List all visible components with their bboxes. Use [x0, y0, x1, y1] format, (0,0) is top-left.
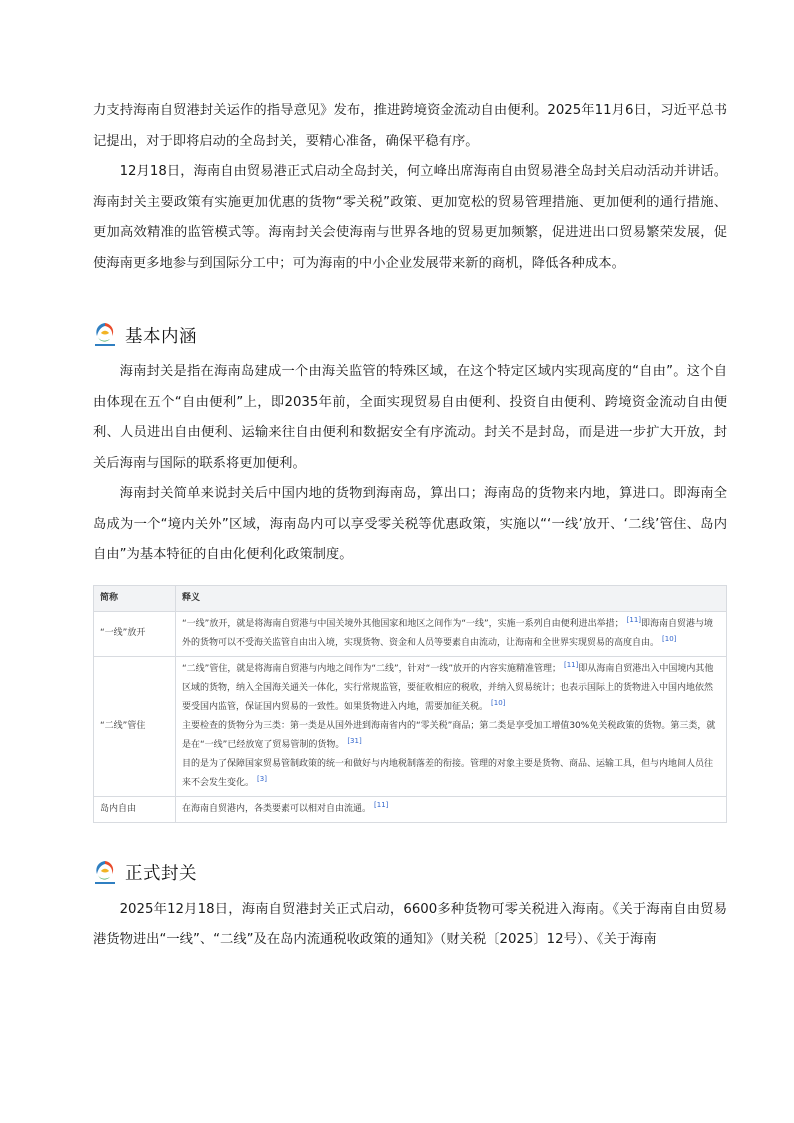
paragraph: 力支持海南自贸港封关运作的指导意见》发布，推进跨境资金流动自由便利。2025年11月6日，习近平总书记提出，对于即将启动的全岛封关，要精心准备，确保平稳有序。 [93, 103, 727, 149]
section-title: 正式封关 [125, 864, 197, 884]
section-heading [93, 855, 727, 891]
paragraph: 海南封关是指在海南岛建成一个由海关监管的特殊区域，在这个特定区域内实现高度的“自由”。这个自由体现在五个“自由便利”上，即2035年前，全面实现贸易自由便利、投资自由便利、跨境资金流动自由便利、人员进出自由便利、运输来往自由便利和数据安全有序流动。封关不是封岛，而是进一步扩大开放，封关后海南与国际的联系将更加便利。 [93, 364, 727, 471]
definition-table [93, 585, 727, 823]
table-header-term: 简称 [94, 585, 176, 611]
term-cell: “二线”管住 [94, 656, 176, 796]
paragraph: 12月18日，海南自由贸易港正式启动全岛封关，何立峰出席海南自由贸易港全岛封关启动活动并讲话。海南封关主要政策有实施更加优惠的货物“零关税”政策、更加宽松的贸易管理措施、更加便利的通行措施、更加高效精准的监管模式等。海南封关会使海南与世界各地的贸易更加频繁，促进进出口贸易繁荣发展，促使海南更多地参与到国际分工中；可为海南的中小企业发展带来新的商机，降低各种成本。 [93, 164, 727, 271]
citation-link[interactable]: [11] [563, 660, 579, 669]
definition-cell [176, 656, 727, 796]
paragraph: 海南封关简单来说封关后中国内地的货物到海南岛，算出口；海南岛的货物来内地，算进口。即海南全岛成为一个“境内关外”区域，海南岛内可以享受零关税等优惠政策，实施以“‘一线’放开、‘二线’管住、岛内自由”为基本特征的自由化便利化政策制度。 [93, 486, 727, 562]
citation-link[interactable]: [3] [257, 774, 267, 783]
definition-text: “二线”管住，就是将海南自贸港与内地之间作为“二线”，针对“一线”放开的内容实施精准管理； [182, 663, 561, 674]
citation-link[interactable]: [31] [347, 736, 362, 745]
section-logo-icon [93, 859, 117, 887]
term-cell: “一线”放开 [94, 611, 176, 656]
citation-link[interactable]: [11] [374, 800, 389, 809]
section-title: 基本内涵 [125, 326, 197, 347]
definition-cell [176, 611, 727, 656]
table-header-row [94, 585, 727, 611]
citation-link[interactable]: [11] [626, 615, 642, 624]
term-cell: 岛内自由 [94, 796, 176, 822]
definition-text: 即海南自贸港与境外的货物可以不受海关监管自由出入境，实现货物、资金和人员等要素自由流动，让海南和全世界实现贸易的高度自由。 [182, 618, 714, 648]
citation-link[interactable]: [10] [662, 634, 677, 643]
definition-text: “一线”放开，就是将海南自贸港与中国关境外其他国家和地区之间作为“一线”，实施一系列自由便利进出举措； [182, 618, 624, 629]
definition-cell [176, 796, 727, 822]
table-header-definition: 释义 [176, 585, 727, 611]
definition-text: 主要检查的货物分为三类：第一类是从国外进到海南省内的“零关税”商品；第二类是享受加工增值30%免关税政策的货物。第三类，就是在“一线”已经放宽了贸易管制的货物。 [182, 720, 716, 750]
section-logo-icon [93, 321, 117, 349]
document-page [93, 96, 727, 956]
definition-text: 在海南自贸港内，各类要素可以相对自由流通。 [182, 803, 372, 814]
table-row [94, 656, 727, 796]
citation-link[interactable]: [10] [491, 698, 506, 707]
paragraph: 2025年12月18日，海南自贸港封关正式启动，6600多种货物可零关税进入海南。《关于海南自由贸易港货物进出“一线”、“二线”及在岛内流通税收政策的通知》（财关税〔2025〕12号）、《关于海南 [93, 901, 727, 947]
definition-text: 即从海南自贸港出入中国境内其他区域的货物，纳入全国海关通关一体化，实行常规监管，要征收相应的税收，并纳入贸易统计；也表示国际上的货物进入中国内地依然要受国内监管，保证国内贸易的一致性。如果货物进入内地，需要加征关税。 [182, 663, 714, 712]
section-heading [93, 317, 727, 353]
table-row [94, 611, 727, 656]
table-row [94, 796, 727, 822]
definition-text: 目的是为了保障国家贸易管制政策的统一和做好与内地税制落差的衔接。管理的对象主要是货物、商品、运输工具，但与内地间人员往来不会发生变化。 [182, 758, 714, 788]
